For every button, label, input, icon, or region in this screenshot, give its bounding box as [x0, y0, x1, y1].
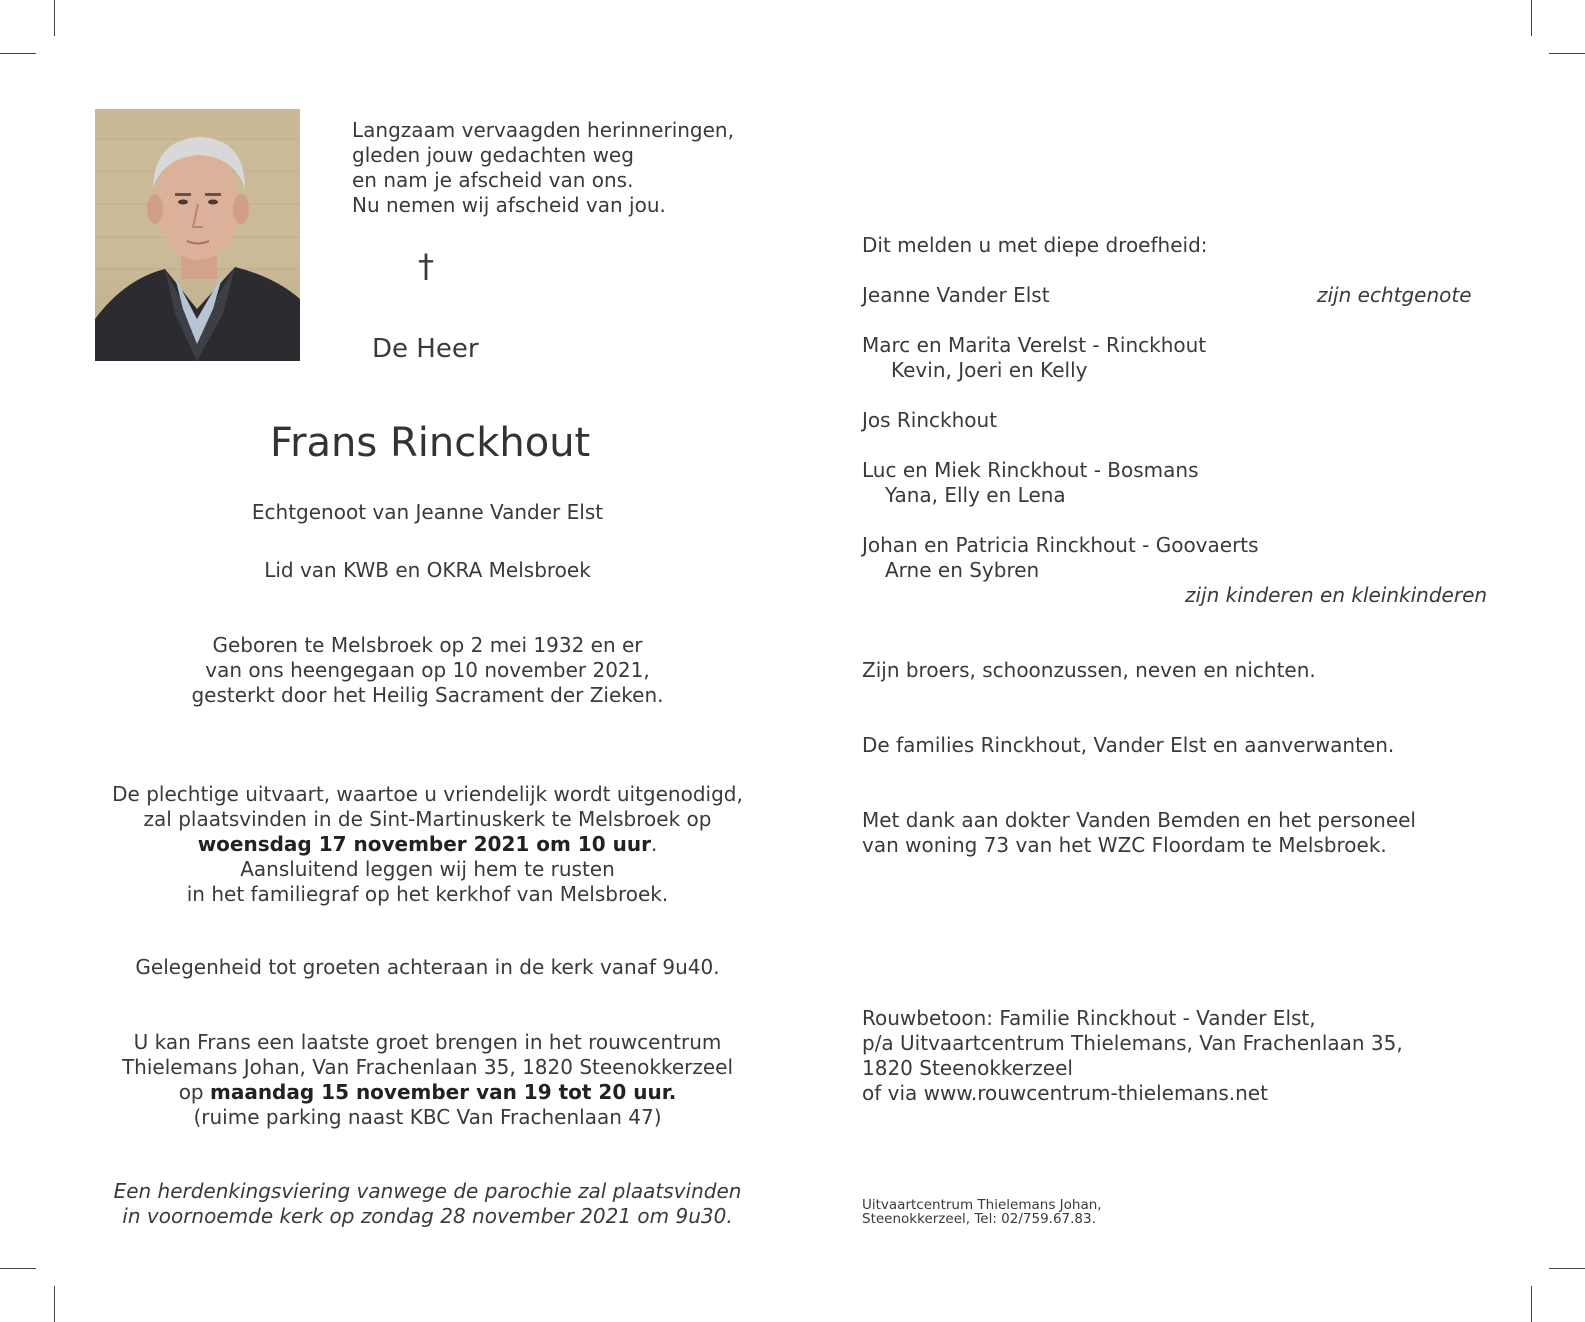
- funeral-date-suffix: .: [650, 832, 658, 856]
- grandchildren: Yana, Elly en Lena: [885, 483, 1066, 507]
- children-role: zijn kinderen en kleinkinderen: [1185, 583, 1488, 607]
- funeral-line: in het familiegraf op het kerkhof van Melsbroek.: [186, 882, 669, 906]
- crop-mark: [0, 53, 36, 54]
- funeral-line: De plechtige uitvaart, waartoe u vriendelijk wordt uitgenodigd,: [112, 782, 743, 806]
- thanks-line: van woning 73 van het WZC Floordam te Melsbroek.: [862, 833, 1387, 857]
- honorific: De Heer: [372, 334, 479, 364]
- funeral-date-line: [100, 832, 755, 857]
- condolences-line: Rouwbetoon: Familie Rinckhout - Vander Elst,: [862, 1006, 1316, 1030]
- condolences: [862, 1006, 1403, 1106]
- visit-date: maandag 15 november van 19 tot 20 uur.: [209, 1080, 677, 1104]
- spouse-line: Echtgenoot van Jeanne Vander Elst: [251, 500, 604, 524]
- footer-line: Steenokkerzeel, Tel: 02/759.67.83.: [862, 1211, 1096, 1227]
- child-family: Luc en Miek Rinckhout - Bosmans: [862, 458, 1199, 482]
- poem-line: en nam je afscheid van ons.: [352, 168, 634, 192]
- visit-line: U kan Frans een laatste groet brengen in het rouwcentrum: [133, 1030, 722, 1054]
- footer-line: Uitvaartcentrum Thielemans Johan,: [862, 1197, 1102, 1213]
- birth-line: Geboren te Melsbroek op 2 mei 1932 en er: [212, 633, 643, 657]
- wife-name: Jeanne Vander Elst: [862, 283, 1050, 307]
- visit-date-line: [100, 1080, 755, 1105]
- condolences-line: p/a Uitvaartcentrum Thielemans, Van Frachenlaan 35,: [862, 1031, 1403, 1055]
- condolences-line: of via www.rouwcentrum-thielemans.net: [862, 1081, 1268, 1105]
- crop-mark: [54, 0, 55, 36]
- funeral-date: woensdag 17 november 2021 om 10 uur: [197, 832, 651, 856]
- birth-info: [100, 633, 755, 708]
- condolences-line: 1820 Steenokkerzeel: [862, 1056, 1073, 1080]
- thanks: [862, 808, 1416, 858]
- visit-line: Thielemans Johan, Van Frachenlaan 35, 1820 Steenokkerzeel: [121, 1055, 734, 1079]
- funeral-line: zal plaatsvinden in de Sint-Martinuskerk te Melsbroek op: [143, 807, 712, 831]
- memorial-line: in voornoemde kerk op zondag 28 november 2021 om 9u30.: [122, 1204, 733, 1228]
- thanks-line: Met dank aan dokter Vanden Bemden en het personeel: [862, 808, 1416, 832]
- grandchildren: Kevin, Joeri en Kelly: [891, 358, 1088, 382]
- deceased-name: Frans Rinckhout: [270, 420, 591, 466]
- footer-credit: [862, 1198, 1102, 1226]
- portrait-photo: [95, 109, 300, 361]
- funeral-line: Aansluitend leggen wij hem te rusten: [240, 857, 615, 881]
- birth-line: gesterkt door het Heilig Sacrament der Zieken.: [191, 683, 664, 707]
- visit-info: [100, 1030, 755, 1130]
- poem: [352, 118, 734, 218]
- crop-mark: [54, 1286, 55, 1322]
- child-family: Johan en Patricia Rinckhout - Goovaerts: [862, 533, 1259, 557]
- announcement: Dit melden u met diepe droefheid:: [862, 233, 1208, 257]
- memorial-info: [100, 1179, 755, 1229]
- cross-symbol: †: [418, 247, 434, 285]
- visit-line: (ruime parking naast KBC Van Frachenlaan 47): [193, 1105, 662, 1129]
- member-line: Lid van KWB en OKRA Melsbroek: [264, 558, 591, 582]
- memorial-line: Een herdenkingsviering vanwege de parochie zal plaatsvinden: [113, 1179, 742, 1203]
- crop-mark: [1531, 1286, 1532, 1322]
- visit-prefix: op: [178, 1080, 210, 1104]
- poem-line: gleden jouw gedachten weg: [352, 143, 634, 167]
- siblings-line: Zijn broers, schoonzussen, neven en nichten.: [862, 658, 1316, 682]
- poem-line: Langzaam vervaagden herinneringen,: [352, 118, 734, 142]
- birth-line: van ons heengegaan op 10 november 2021,: [205, 658, 650, 682]
- child-family: Marc en Marita Verelst - Rinckhout: [862, 333, 1207, 357]
- families-line: De families Rinckhout, Vander Elst en aanverwanten.: [862, 733, 1395, 757]
- funeral-info: [100, 782, 755, 907]
- grandchildren: Arne en Sybren: [885, 558, 1040, 582]
- wife-role: zijn echtgenote: [1317, 283, 1472, 307]
- crop-mark: [1531, 0, 1532, 36]
- greeting-info: Gelegenheid tot groeten achteraan in de kerk vanaf 9u40.: [135, 955, 720, 979]
- child-family: Jos Rinckhout: [862, 408, 998, 432]
- crop-mark: [1549, 53, 1585, 54]
- crop-mark: [1549, 1268, 1585, 1269]
- poem-line: Nu nemen wij afscheid van jou.: [352, 193, 666, 217]
- crop-mark: [0, 1268, 36, 1269]
